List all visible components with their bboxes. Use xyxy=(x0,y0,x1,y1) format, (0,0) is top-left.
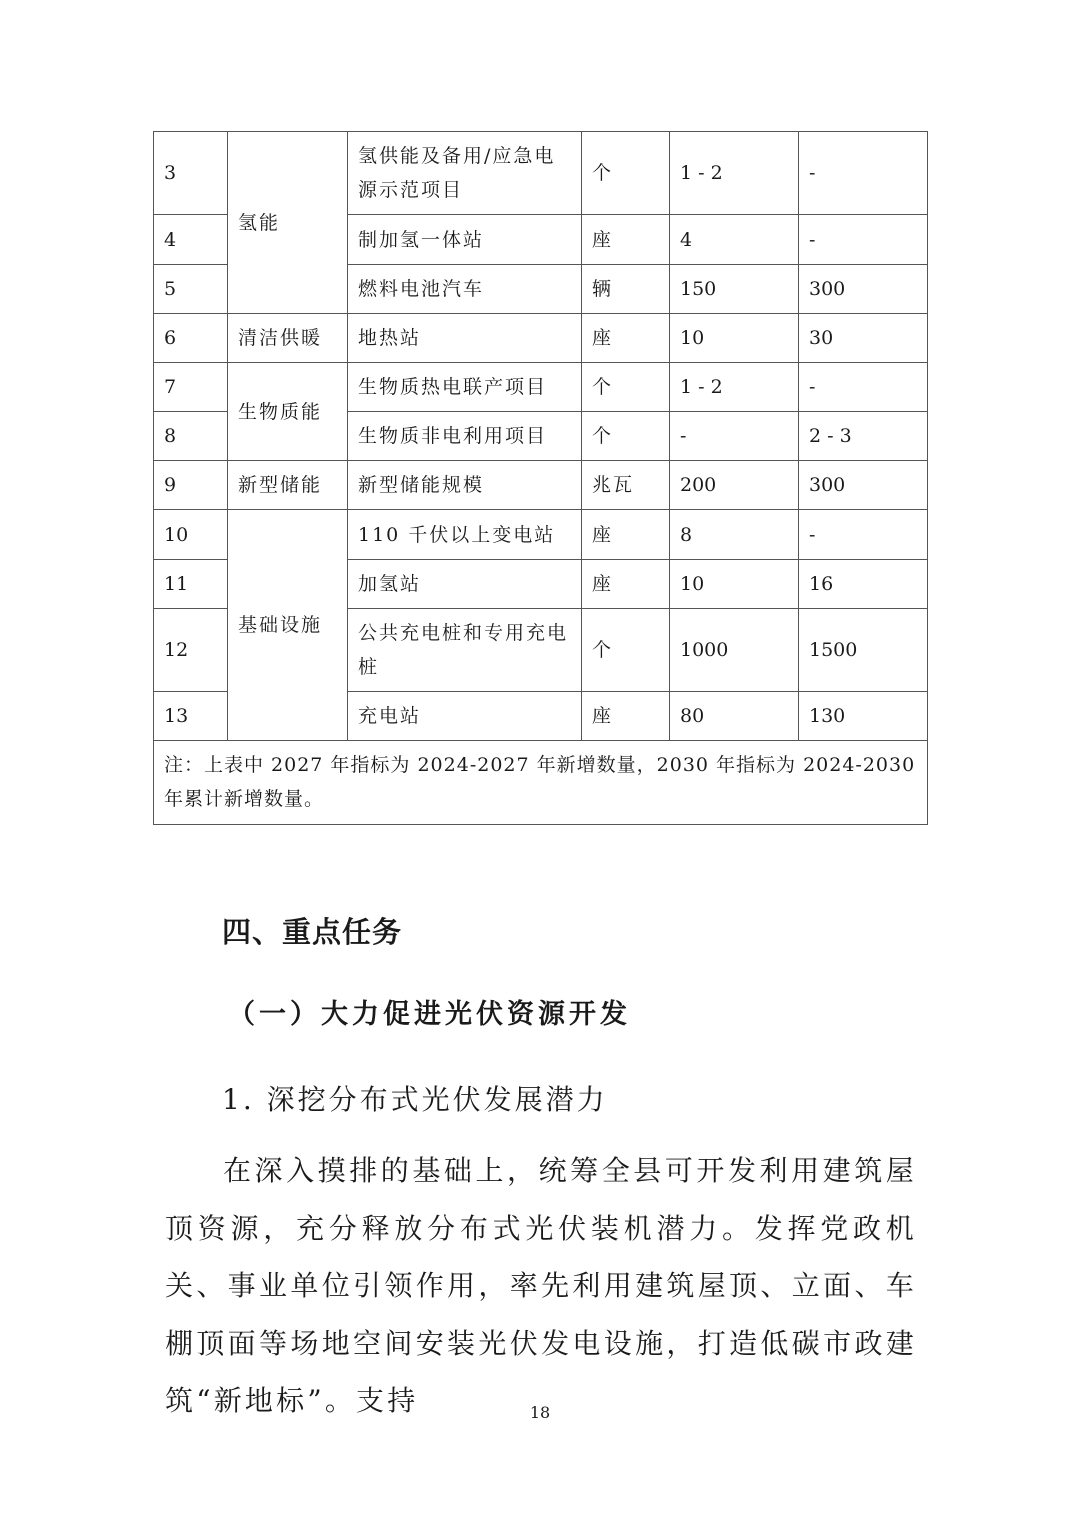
value-2030: - xyxy=(799,363,928,412)
table-row xyxy=(154,314,928,363)
value-2027: - xyxy=(670,412,799,461)
value-2027: 4 xyxy=(670,215,799,265)
value-2030: 16 xyxy=(799,560,928,609)
indicator-name: 公共充电桩和专用充电桩 xyxy=(348,609,582,692)
value-2030: 30 xyxy=(799,314,928,363)
unit-cell: 辆 xyxy=(582,265,670,314)
value-2030: - xyxy=(799,132,928,215)
page-number: 18 xyxy=(529,1403,551,1422)
row-number: 9 xyxy=(154,461,228,510)
indicator-name: 地热站 xyxy=(348,314,582,363)
indicator-name: 加氢站 xyxy=(348,560,582,609)
row-number: 8 xyxy=(154,412,228,461)
row-number: 3 xyxy=(154,132,228,215)
category-cell: 基础设施 xyxy=(228,510,348,741)
value-2030: 300 xyxy=(799,461,928,510)
category-cell: 新型储能 xyxy=(228,461,348,510)
unit-cell: 个 xyxy=(582,132,670,215)
value-2027: 80 xyxy=(670,692,799,741)
unit-cell: 兆瓦 xyxy=(582,461,670,510)
section-heading: 四、重点任务 xyxy=(222,915,403,949)
unit-cell: 座 xyxy=(582,314,670,363)
table-row xyxy=(154,461,928,510)
value-2030: 1500 xyxy=(799,609,928,692)
row-number: 5 xyxy=(154,265,228,314)
value-2027: 1 - 2 xyxy=(670,363,799,412)
value-2030: - xyxy=(799,510,928,560)
indicator-name: 充电站 xyxy=(348,692,582,741)
value-2027: 10 xyxy=(670,314,799,363)
table-row xyxy=(154,363,928,412)
table-note: 注：上表中 2027 年指标为 2024-2027 年新增数量，2030 年指标为 2024-2030 年累计新增数量。 xyxy=(154,741,928,825)
unit-cell: 座 xyxy=(582,510,670,560)
row-number: 12 xyxy=(154,609,228,692)
item-heading: 1. 深挖分布式光伏发展潜力 xyxy=(222,1083,608,1116)
body-paragraph: 在深入摸排的基础上，统筹全县可开发利用建筑屋顶资源，充分释放分布式光伏装机潜力。发挥党政机关、事业单位引领作用，率先利用建筑屋顶、立面、车棚顶面等场地空间安装光伏发电设施，打造低碳市政建筑“新地标”。支持 xyxy=(165,1154,917,1417)
indicator-name: 新型储能规模 xyxy=(348,461,582,510)
category-cell: 氢能 xyxy=(228,132,348,314)
table-note-row xyxy=(154,741,928,825)
value-2030: 300 xyxy=(799,265,928,314)
row-number: 6 xyxy=(154,314,228,363)
indicator-name: 生物质非电利用项目 xyxy=(348,412,582,461)
indicator-name: 制加氢一体站 xyxy=(348,215,582,265)
value-2027: 150 xyxy=(670,265,799,314)
category-cell: 生物质能 xyxy=(228,363,348,461)
unit-cell: 个 xyxy=(582,609,670,692)
indicator-name: 生物质热电联产项目 xyxy=(348,363,582,412)
row-number: 11 xyxy=(154,560,228,609)
unit-cell: 个 xyxy=(582,412,670,461)
value-2030: 130 xyxy=(799,692,928,741)
value-2027: 10 xyxy=(670,560,799,609)
unit-cell: 座 xyxy=(582,560,670,609)
row-number: 7 xyxy=(154,363,228,412)
row-number: 13 xyxy=(154,692,228,741)
table-row xyxy=(154,510,928,560)
row-number: 10 xyxy=(154,510,228,560)
value-2027: 1000 xyxy=(670,609,799,692)
indicator-name: 110 千伏以上变电站 xyxy=(348,510,582,560)
unit-cell: 座 xyxy=(582,692,670,741)
value-2027: 1 - 2 xyxy=(670,132,799,215)
unit-cell: 个 xyxy=(582,363,670,412)
unit-cell: 座 xyxy=(582,215,670,265)
value-2030: 2 - 3 xyxy=(799,412,928,461)
category-cell: 清洁供暖 xyxy=(228,314,348,363)
indicator-name: 燃料电池汽车 xyxy=(348,265,582,314)
indicator-name: 氢供能及备用/应急电源示范项目 xyxy=(348,132,582,215)
value-2030: - xyxy=(799,215,928,265)
value-2027: 8 xyxy=(670,510,799,560)
indicator-table xyxy=(153,131,928,825)
table-row xyxy=(154,132,928,215)
subsection-heading: （一）大力促进光伏资源开发 xyxy=(228,999,631,1030)
row-number: 4 xyxy=(154,215,228,265)
value-2027: 200 xyxy=(670,461,799,510)
